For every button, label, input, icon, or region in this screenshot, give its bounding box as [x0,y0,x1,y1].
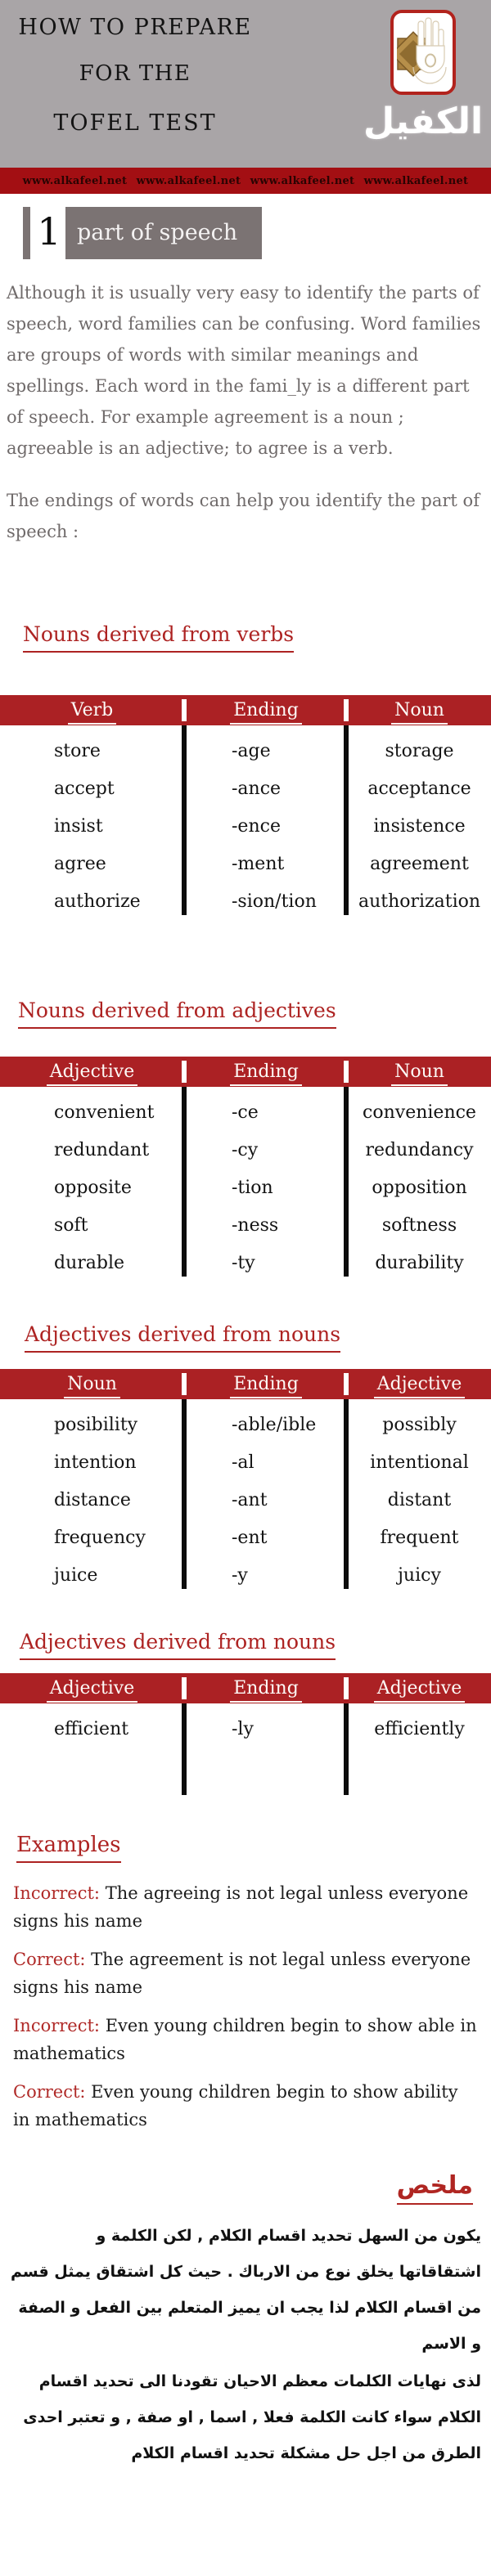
cell-noun: convenience [363,1102,476,1123]
example-text: Even young children begin to show able in mathematics [13,2016,477,2063]
table-row [0,1169,491,1206]
column-header: Adjective [374,1374,465,1398]
cell-adjective: efficient [54,1718,129,1739]
column-divider [182,1677,187,1699]
table-row [0,1206,491,1244]
cell-adjective: redundant [54,1139,150,1160]
cell-adjective: durable [54,1252,125,1273]
cell-noun: posibility [54,1414,138,1435]
column-header: Noun [391,700,448,725]
cell-adjective: juicy [398,1564,441,1586]
cell-noun: agreement [370,853,469,874]
column-divider [344,1677,349,1699]
example-label: Incorrect: [13,2016,101,2035]
summary-title: ملخص [397,2171,473,2205]
table-row [0,1244,491,1281]
column-divider [182,1399,187,1589]
column-divider [182,1373,187,1395]
cell-verb: accept [54,778,115,799]
cell-noun: insistence [373,815,466,837]
cell-ending: -ce [232,1102,259,1123]
cell-noun: acceptance [367,778,471,799]
cell-ending: -cy [232,1139,259,1160]
column-header: Noun [64,1374,120,1398]
examples-section [0,1800,491,2134]
example-label: Correct: [13,2082,86,2102]
cell-adverb: efficiently [374,1718,465,1739]
cell-noun: redundancy [365,1139,474,1160]
example-item [13,1945,480,2001]
title-line-3: TOFEL TEST [53,110,217,136]
intro-paragraph-2: The endings of words can help you identify the part of speech : [7,491,480,541]
table-title: Nouns derived from verbs [23,622,294,653]
intro-text [7,277,483,547]
column-divider [344,1061,349,1083]
column-header: Ending [230,700,302,725]
cell-ending: -ment [232,853,285,874]
table-row [0,1519,491,1556]
cell-ending: -able/ible [232,1414,317,1435]
table-row [0,1481,491,1519]
table-header-row [0,1369,491,1399]
cell-ending: -age [232,740,271,761]
website-url: www.alkafeel.net [250,174,355,187]
column-header: Ending [230,1374,302,1398]
column-divider [344,1373,349,1395]
table-row [0,1710,491,1748]
cell-ending: -y [232,1564,248,1586]
page-title [0,8,270,136]
table-row [0,1131,491,1169]
cell-ending: -ance [232,778,282,799]
cell-noun: authorization [358,891,481,912]
column-divider [182,1703,187,1795]
alkafeel-calligraphy: الكفيل [363,101,484,142]
examples-title: Examples [16,1833,121,1863]
summary-text [10,2218,481,2471]
example-text: The agreement is not legal unless everyone signs his name [13,1950,471,1997]
website-url: www.alkafeel.net [22,174,128,187]
website-url: www.alkafeel.net [363,174,469,187]
table-title: Adjectives derived from nouns [25,1322,340,1353]
example-item [13,1879,480,1935]
hand-emblem-icon [390,10,456,95]
table-body [0,1703,491,1800]
table-title: Nouns derived from adjectives [18,999,336,1029]
column-header: Adjective [47,1061,137,1086]
column-header: Ending [230,1678,302,1703]
cell-adjective: intentional [370,1452,469,1473]
table-title: Adjectives derived from nouns [20,1630,336,1660]
title-line-1: HOW TO PREPARE [18,15,252,40]
column-header: Adjective [47,1678,137,1703]
cell-ending: -sion/tion [232,891,317,912]
section-number-header [23,207,491,259]
example-label: Correct: [13,1950,86,1969]
column-divider [182,699,187,721]
cell-noun: intention [54,1452,137,1473]
column-divider [344,699,349,721]
column-divider [182,725,187,915]
cell-ending: -ant [232,1489,268,1510]
table-section-adverbs [0,1594,491,1800]
summary-section [0,2171,491,2471]
table-row [0,807,491,845]
cell-noun: storage [385,740,454,761]
column-divider [344,1399,349,1589]
table-header-row [0,1057,491,1087]
website-url: www.alkafeel.net [136,174,241,187]
table-section-nouns-from-verbs [0,547,491,920]
example-item [13,2012,480,2067]
cell-verb: agree [54,853,106,874]
cell-noun: juice [54,1564,98,1586]
cell-noun: frequency [54,1527,146,1548]
section-number: 1 [33,207,65,259]
table-body [0,1087,491,1281]
table-row [0,732,491,770]
title-line-2: FOR THE [79,61,191,86]
column-header: Verb [68,700,117,725]
cell-adjective: soft [54,1214,88,1236]
cell-ending: -ness [232,1214,279,1236]
cell-ending: -ent [232,1527,268,1548]
cell-ending: -ty [232,1252,255,1273]
table-row [0,1443,491,1481]
table-body [0,725,491,920]
section-title: part of speech [65,207,262,259]
table-body [0,1399,491,1594]
cell-noun: softness [381,1214,457,1236]
example-label: Incorrect: [13,1883,101,1903]
section-accent-bar [23,207,30,259]
cell-noun: opposition [372,1177,467,1198]
cell-adjective: frequent [380,1527,459,1548]
cell-adjective: opposite [54,1177,132,1198]
column-header: Noun [391,1061,448,1086]
example-item [13,2078,480,2134]
cell-noun: durability [375,1252,464,1273]
cell-adjective: possibly [382,1414,457,1435]
column-divider [344,725,349,915]
table-row [0,882,491,920]
table-row [0,1093,491,1131]
cell-ending: -ly [232,1718,254,1739]
cell-adjective: distant [387,1489,452,1510]
cell-ending: -tion [232,1177,273,1198]
cell-verb: store [54,740,101,761]
table-row [0,845,491,882]
table-section-nouns-from-adjectives [0,920,491,1281]
cell-ending: -ence [232,815,281,837]
column-header: Adjective [374,1678,465,1703]
cell-noun: distance [54,1489,131,1510]
table-row [0,1406,491,1443]
column-header: Ending [230,1061,302,1086]
table-header-row [0,1673,491,1703]
cell-verb: insist [54,815,103,837]
column-divider [344,1087,349,1277]
table-row [0,770,491,807]
column-divider [182,1087,187,1277]
url-strip [0,168,491,194]
example-text: The agreeing is not legal unless everyone signs his name [13,1883,469,1931]
column-divider [344,1703,349,1795]
table-header-row [0,695,491,725]
table-section-adjectives-from-nouns [0,1281,491,1594]
column-divider [182,1061,187,1083]
page-header [0,0,491,168]
cell-ending: -al [232,1452,255,1473]
table-row [0,1556,491,1594]
intro-paragraph-1: Although it is usually very easy to identify the parts of speech, word families can be confusing. Word families are groups of words with similar meanings and spellings. Each word in the fami_ly is a different part of speech. For example agreement is a noun ; agreeable is an adjective; to agree is a verb. [7,283,481,458]
cell-adjective: convenient [54,1102,155,1123]
summary-paragraph-1: يكون من السهل تحديد اقسام الكلام , لكن الكلمة و اشتقاقاتها يخلق نوع من الارباك . حيث كل اشتقاق يمثل قسم من اقسام الكلام لذا يجب ان يميز المتعلم بين الفعل و الصفة و الاسم [11,2227,481,2353]
example-text: Even young children begin to show ability in mathematics [13,2082,458,2129]
summary-paragraph-2: لذى نهايات الكلمات معظم الاحيان تقودنا الى تحديد اقسام الكلام سواء كانت الكلمة فعلا , اسما , او صفة , و تعتبر احدى الطرق من اجل حل مشكلة تحديد اقسام الكلام [23,2372,481,2462]
cell-verb: authorize [54,891,141,912]
alkafeel-logo [362,10,484,145]
examples-list [13,1879,480,2134]
